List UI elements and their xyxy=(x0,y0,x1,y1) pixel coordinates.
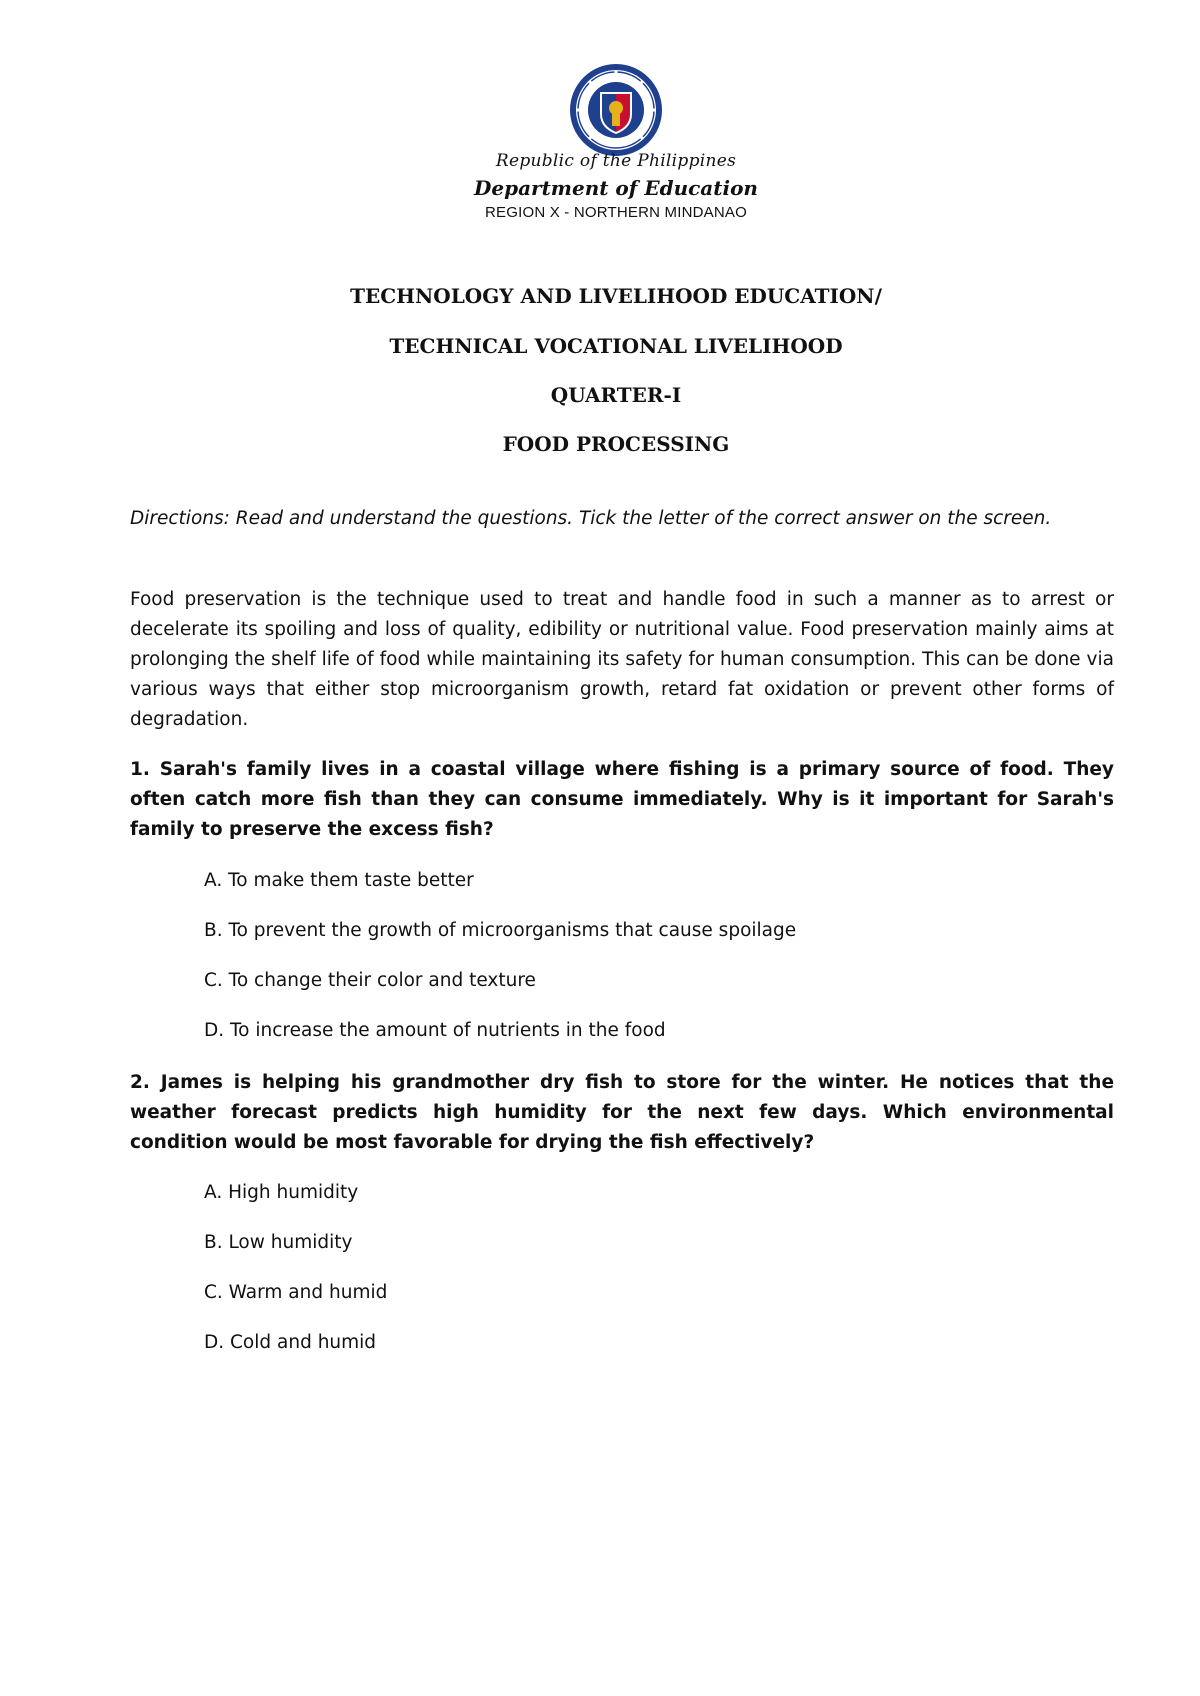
question-1-option-c[interactable]: C. To change their color and texture xyxy=(204,970,536,991)
department-line: Department of Education xyxy=(474,176,758,200)
title-subject: FOOD PROCESSING xyxy=(502,432,730,456)
question-1: 1. Sarah's family lives in a coastal village where fishing is a primary source of food. They often catch more fish than they can consume immediately. Why is it important for Sarah's family to preserve the excess fish? xyxy=(130,759,1114,840)
question-1-option-b[interactable]: B. To prevent the growth of microorganisms that cause spoilage xyxy=(204,920,797,941)
region-line: REGION X - NORTHERN MINDANAO xyxy=(484,204,747,221)
question-2-option-a[interactable]: A. High humidity xyxy=(204,1182,359,1203)
deped-seal-icon xyxy=(568,62,664,158)
title-line-2: TECHNICAL VOCATIONAL LIVELIHOOD xyxy=(389,334,843,358)
question-1-option-d[interactable]: D. To increase the amount of nutrients in the food xyxy=(204,1020,666,1041)
title-quarter: QUARTER-I xyxy=(550,383,682,407)
question-2-option-b[interactable]: B. Low humidity xyxy=(204,1232,353,1253)
republic-line: Republic of the Philippines xyxy=(495,151,737,171)
question-2-option-c[interactable]: C. Warm and humid xyxy=(204,1282,388,1303)
intro-paragraph: Food preservation is the technique used to treat and handle food in such a manner as to arrest or decelerate its spoiling and loss of quality, edibility or nutritional value. Food preservation mainly aims at prolonging the shelf life of food while maintaining its safety for human consumption. This can be done via various ways that either stop microorganism growth, retard fat oxidation or prevent other forms of degradation. xyxy=(130,589,1114,730)
question-2: 2. James is helping his grandmother dry fish to store for the winter. He notices that the weather forecast predicts high humidity for the next few days. Which environmental condition would be most favorable for drying the fish effectively? xyxy=(130,1072,1114,1153)
question-1-option-a[interactable]: A. To make them taste better xyxy=(204,870,474,891)
directions-text: Directions: Read and understand the questions. Tick the letter of the correct answer on the screen. xyxy=(130,508,1052,529)
question-2-option-d[interactable]: D. Cold and humid xyxy=(204,1332,377,1353)
title-line-1: TECHNOLOGY AND LIVELIHOOD EDUCATION/ xyxy=(350,284,882,308)
